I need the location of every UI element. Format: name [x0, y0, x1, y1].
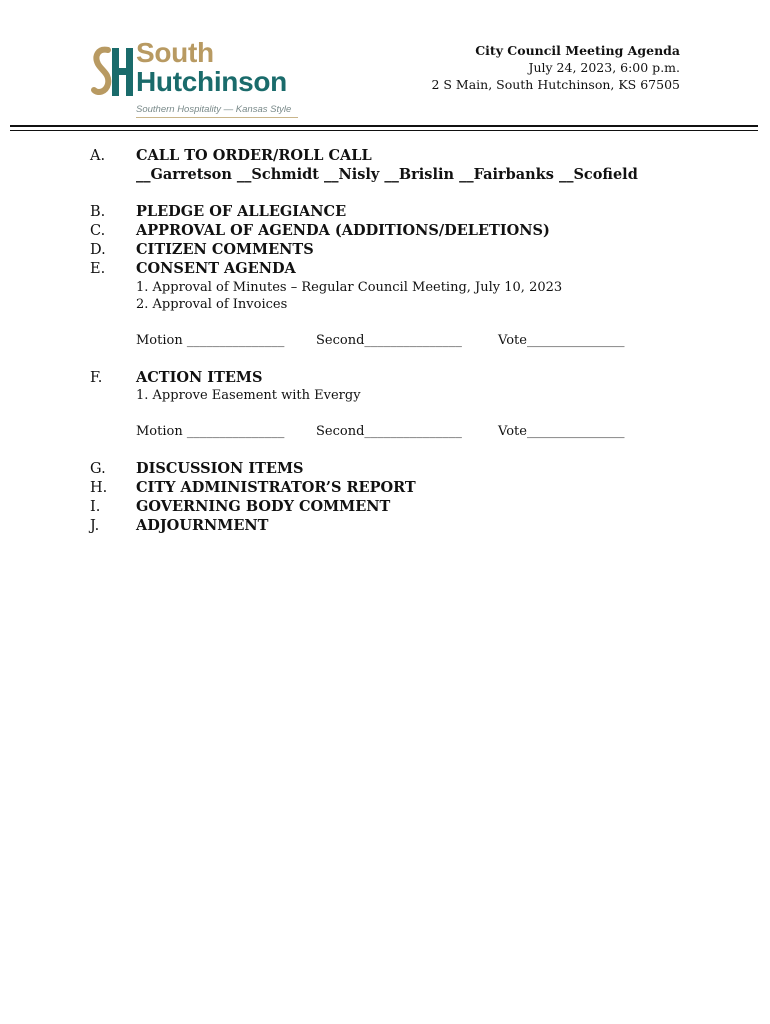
header-divider-thick: [10, 125, 758, 127]
item-letter: E.: [90, 261, 106, 277]
roll-call-names: __Garretson __Schmidt __Nisly __Brislin __Fairbanks __Scofield: [136, 166, 638, 183]
item-title: CONSENT AGENDA: [136, 260, 296, 277]
item-letter: H.: [90, 480, 108, 496]
consent-item-1: 1. Approval of Minutes – Regular Council Meeting, July 10, 2023: [136, 280, 563, 295]
sh-logo-mark-icon: [90, 44, 136, 98]
agenda-item-d: [90, 240, 314, 260]
item-letter: C.: [90, 223, 106, 239]
item-letter: J.: [90, 518, 100, 534]
item-title: CITIZEN COMMENTS: [136, 241, 314, 258]
city-logo: [90, 37, 305, 126]
vote-field: Vote_______________: [498, 333, 625, 348]
item-letter: D.: [90, 242, 106, 258]
item-letter: G.: [90, 461, 106, 477]
item-title: ADJOURNMENT: [136, 517, 269, 534]
agenda-item-j: [90, 516, 268, 536]
action-item-1: 1. Approve Easement with Evergy: [136, 388, 361, 403]
item-letter: A.: [90, 148, 106, 164]
agenda-item-c: [90, 221, 550, 241]
item-title: ACTION ITEMS: [136, 369, 263, 386]
agenda-item-h: [90, 478, 416, 498]
logo-word-hutchinson: Hutchinson: [136, 66, 287, 97]
logo-tagline: Southern Hospitality — Kansas Style: [136, 104, 292, 115]
agenda-item-e: [90, 259, 296, 279]
item-title: CALL TO ORDER/ROLL CALL: [136, 147, 372, 164]
item-letter: F.: [90, 370, 103, 386]
item-title: GOVERNING BODY COMMENT: [136, 498, 391, 515]
second-field: Second_______________: [316, 424, 462, 439]
agenda-item-a: [90, 146, 372, 166]
agenda-item-g: [90, 459, 304, 479]
agenda-header: [431, 42, 680, 93]
motion-field: Motion _______________: [136, 424, 285, 439]
meeting-datetime: July 24, 2023, 6:00 p.m.: [528, 60, 680, 75]
item-title: PLEDGE OF ALLEGIANCE: [136, 203, 347, 220]
roll-call-line: [136, 165, 638, 185]
motion-field: Motion _______________: [136, 333, 285, 348]
agenda-title: City Council Meeting Agenda: [475, 43, 680, 58]
item-title: DISCUSSION ITEMS: [136, 460, 304, 477]
item-letter: I.: [90, 499, 101, 515]
logo-word-south: South: [136, 37, 214, 68]
meeting-address: 2 S Main, South Hutchinson, KS 67505: [431, 77, 680, 92]
logo-underline: [136, 117, 298, 118]
vote-field: Vote_______________: [498, 424, 625, 439]
agenda-item-f: [90, 368, 262, 388]
item-title: CITY ADMINISTRATOR’S REPORT: [136, 479, 416, 496]
consent-item-2: 2. Approval of Invoices: [136, 297, 288, 312]
agenda-item-i: [90, 497, 390, 517]
item-title: APPROVAL OF AGENDA (ADDITIONS/DELETIONS): [136, 222, 550, 239]
agenda-item-b: [90, 202, 346, 222]
header-divider-thin: [10, 130, 758, 131]
second-field: Second_______________: [316, 333, 462, 348]
item-letter: B.: [90, 204, 106, 220]
